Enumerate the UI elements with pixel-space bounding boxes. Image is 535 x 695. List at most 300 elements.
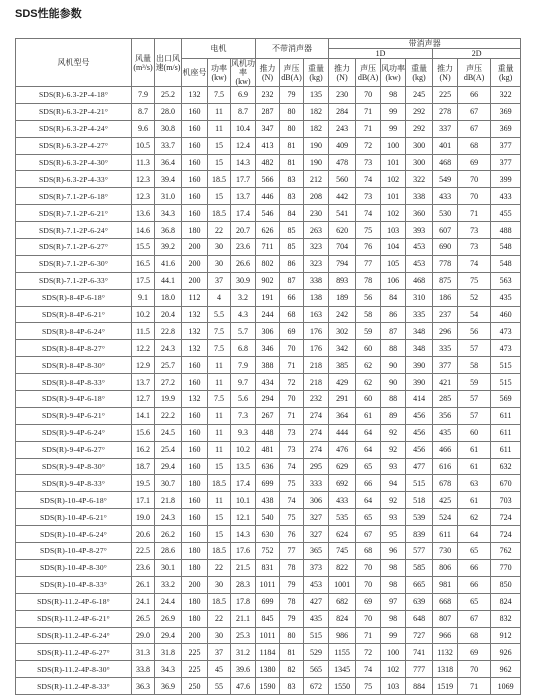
cell-model: SDS(R)-8-4P-8-27° [16,340,132,357]
cell-d1-weight: 639 [406,593,433,610]
cell-d1-thrust: 409 [329,137,356,154]
cell-fan-power: 14.3 [231,154,256,171]
cell-frame: 200 [182,272,208,289]
cell-d1-fan-power: 98 [381,559,406,576]
cell-noise: 73 [280,441,304,458]
cell-d1-fan-power: 93 [381,458,406,475]
cell-outlet-speed: 34.3 [155,205,182,222]
cell-weight: 274 [304,407,329,424]
cell-noise: 80 [280,627,304,644]
cell-d2-thrust: 278 [433,103,458,120]
cell-d2-weight: 433 [491,188,521,205]
cell-noise: 86 [280,255,304,272]
cell-d1-weight: 839 [406,526,433,543]
cell-outlet-speed: 21.8 [155,492,182,509]
cell-noise: 69 [280,323,304,340]
cell-d1-weight: 456 [406,441,433,458]
cell-model: SDS(R)-6.3-2P-4-18° [16,87,132,104]
cell-frame: 200 [182,576,208,593]
cell-noise: 83 [280,171,304,188]
cell-d1-noise: 64 [356,424,381,441]
cell-outlet-speed: 44.1 [155,272,182,289]
cell-d1-weight: 515 [406,475,433,492]
cell-outlet-speed: 19.9 [155,391,182,408]
cell-frame: 180 [182,543,208,560]
cell-weight: 515 [304,627,329,644]
cell-thrust: 546 [256,205,280,222]
table-row [16,103,521,120]
cell-weight: 323 [304,255,329,272]
cell-d2-noise: 64 [458,526,491,543]
cell-outlet-speed: 22.2 [155,407,182,424]
cell-power: 7.5 [208,323,231,340]
cell-d1-fan-power: 100 [381,644,406,661]
cell-weight: 529 [304,644,329,661]
cell-d2-noise: 59 [458,374,491,391]
cell-outlet-speed: 18.0 [155,289,182,306]
cell-d1-fan-power: 92 [381,492,406,509]
cell-thrust: 287 [256,103,280,120]
cell-d2-thrust: 237 [433,306,458,323]
cell-frame: 225 [182,644,208,661]
cell-frame: 160 [182,171,208,188]
cell-d2-thrust: 225 [433,87,458,104]
cell-power: 7.5 [208,391,231,408]
cell-outlet-speed: 39.4 [155,171,182,188]
cell-d1-noise: 75 [356,678,381,695]
cell-d2-noise: 58 [458,357,491,374]
cell-d2-weight: 611 [491,407,521,424]
table-row [16,340,521,357]
cell-d1-fan-power: 100 [381,137,406,154]
cell-d1-thrust: 1001 [329,576,356,593]
cell-power: 45 [208,661,231,678]
table-row [16,222,521,239]
cell-d2-weight: 724 [491,526,521,543]
cell-thrust: 711 [256,239,280,256]
cell-fan-power: 3.2 [231,289,256,306]
cell-d1-noise: 56 [356,289,381,306]
cell-d2-thrust: 466 [433,441,458,458]
cell-d1-noise: 71 [356,120,381,137]
cell-d1-weight: 292 [406,103,433,120]
cell-noise: 75 [280,509,304,526]
cell-weight: 176 [304,340,329,357]
cell-model: SDS(R)-10-4P-8-27° [16,543,132,560]
cell-d1-thrust: 1345 [329,661,356,678]
cell-airflow: 13.7 [132,374,155,391]
cell-d2-noise: 57 [458,391,491,408]
cell-d2-thrust: 668 [433,593,458,610]
cell-d2-thrust: 435 [433,424,458,441]
cell-weight: 163 [304,306,329,323]
cell-frame: 180 [182,222,208,239]
cell-airflow: 12.7 [132,391,155,408]
cell-d1-thrust: 704 [329,239,356,256]
cell-power: 30 [208,576,231,593]
cell-d1-thrust: 794 [329,255,356,272]
cell-d2-thrust: 337 [433,120,458,137]
cell-weight: 208 [304,188,329,205]
cell-model: SDS(R)-9-4P-8-30° [16,458,132,475]
cell-outlet-speed: 24.3 [155,340,182,357]
cell-d2-weight: 369 [491,120,521,137]
cell-d1-thrust: 822 [329,559,356,576]
cell-d1-fan-power: 99 [381,120,406,137]
cell-thrust: 699 [256,593,280,610]
cell-weight: 232 [304,391,329,408]
cell-d2-weight: 770 [491,559,521,576]
cell-d1-fan-power: 86 [381,306,406,323]
cell-fan-power: 17.4 [231,475,256,492]
header-airflow: 风量 (m³/s) [132,39,155,87]
cell-power: 7.5 [208,340,231,357]
cell-d1-weight: 453 [406,239,433,256]
cell-d1-thrust: 364 [329,407,356,424]
cell-d1-fan-power: 97 [381,593,406,610]
cell-d2-thrust: 524 [433,509,458,526]
cell-airflow: 14.1 [132,407,155,424]
table-row [16,391,521,408]
cell-power: 11 [208,492,231,509]
cell-d2-weight: 515 [491,357,521,374]
cell-outlet-speed: 31.8 [155,644,182,661]
cell-d2-thrust: 678 [433,475,458,492]
cell-noise: 80 [280,103,304,120]
cell-power: 22 [208,559,231,576]
cell-d1-fan-power: 98 [381,576,406,593]
cell-d1-noise: 67 [356,526,381,543]
cell-outlet-speed: 22.8 [155,323,182,340]
cell-outlet-speed: 36.9 [155,678,182,695]
cell-d2-thrust: 377 [433,357,458,374]
cell-airflow: 29.0 [132,627,155,644]
cell-d1-fan-power: 103 [381,222,406,239]
cell-weight: 135 [304,87,329,104]
cell-d2-thrust: 186 [433,289,458,306]
cell-frame: 132 [182,340,208,357]
cell-fan-power: 17.8 [231,593,256,610]
cell-weight: 138 [304,289,329,306]
cell-d1-fan-power: 94 [381,475,406,492]
cell-d1-noise: 64 [356,441,381,458]
cell-fan-power: 9.7 [231,374,256,391]
table-row [16,593,521,610]
table-row [16,239,521,256]
cell-d1-fan-power: 101 [381,154,406,171]
cell-d1-weight: 585 [406,559,433,576]
cell-d1-weight: 884 [406,678,433,695]
header-outlet-speed: 出口风速(m/s) [155,39,182,87]
cell-d1-thrust: 230 [329,87,356,104]
cell-frame: 200 [182,627,208,644]
cell-d2-thrust: 1519 [433,678,458,695]
cell-noise: 81 [280,154,304,171]
cell-d1-noise: 66 [356,475,381,492]
cell-d2-noise: 70 [458,171,491,188]
cell-noise: 78 [280,593,304,610]
cell-weight: 274 [304,424,329,441]
cell-d2-noise: 57 [458,340,491,357]
cell-model: SDS(R)-6.3-2P-4-30° [16,154,132,171]
cell-d2-weight: 473 [491,340,521,357]
cell-d1-noise: 76 [356,239,381,256]
header-d2-noise: 声压 dB(A) [458,59,491,87]
table-row [16,559,521,576]
cell-thrust: 346 [256,340,280,357]
cell-d1-fan-power: 101 [381,188,406,205]
header-d1-thrust: 推力 (N) [329,59,356,87]
cell-d1-thrust: 284 [329,103,356,120]
cell-thrust: 752 [256,543,280,560]
cell-d1-thrust: 478 [329,154,356,171]
cell-d1-weight: 245 [406,87,433,104]
cell-weight: 295 [304,458,329,475]
cell-outlet-speed: 30.1 [155,559,182,576]
cell-noise: 81 [280,644,304,661]
cell-d2-thrust: 806 [433,559,458,576]
cell-d2-thrust: 549 [433,171,458,188]
cell-frame: 160 [182,103,208,120]
cell-frame: 160 [182,526,208,543]
cell-d1-fan-power: 99 [381,103,406,120]
cell-noise: 87 [280,272,304,289]
cell-d1-weight: 348 [406,323,433,340]
cell-d2-noise: 67 [458,103,491,120]
header-group-motor: 电机 [182,39,256,59]
cell-fan-power: 17.4 [231,205,256,222]
cell-thrust: 636 [256,458,280,475]
cell-d2-noise: 68 [458,137,491,154]
cell-d2-noise: 70 [458,188,491,205]
cell-airflow: 23.6 [132,559,155,576]
cell-frame: 180 [182,610,208,627]
cell-d2-thrust: 421 [433,374,458,391]
cell-fan-power: 6.9 [231,87,256,104]
cell-thrust: 626 [256,222,280,239]
cell-weight: 672 [304,678,329,695]
cell-d1-fan-power: 98 [381,610,406,627]
cell-airflow: 11.3 [132,154,155,171]
cell-d1-noise: 70 [356,559,381,576]
cell-model: SDS(R)-6.3-2P-4-21° [16,103,132,120]
cell-d2-thrust: 296 [433,323,458,340]
cell-noise: 73 [280,424,304,441]
cell-weight: 453 [304,576,329,593]
cell-d2-weight: 632 [491,458,521,475]
cell-d2-weight: 377 [491,154,521,171]
cell-airflow: 16.5 [132,255,155,272]
cell-model: SDS(R)-10-4P-8-30° [16,559,132,576]
cell-fan-power: 8.7 [231,103,256,120]
cell-outlet-speed: 29.4 [155,627,182,644]
cell-outlet-speed: 25.4 [155,441,182,458]
cell-d1-thrust: 242 [329,306,356,323]
header-power: 功率 (kw) [208,59,231,87]
cell-fan-power: 4.3 [231,306,256,323]
cell-outlet-speed: 31.0 [155,188,182,205]
cell-weight: 327 [304,509,329,526]
cell-power: 15 [208,137,231,154]
cell-d2-weight: 377 [491,137,521,154]
table-row [16,678,521,695]
cell-noise: 74 [280,458,304,475]
cell-d2-weight: 455 [491,205,521,222]
cell-model: SDS(R)-11.2-4P-8-30° [16,661,132,678]
cell-power: 30 [208,255,231,272]
cell-d1-weight: 348 [406,340,433,357]
cell-airflow: 26.5 [132,610,155,627]
cell-fan-power: 12.4 [231,137,256,154]
cell-d2-thrust: 433 [433,188,458,205]
cell-d1-weight: 453 [406,255,433,272]
cell-fan-power: 5.6 [231,391,256,408]
performance-table [15,38,521,695]
table-row [16,424,521,441]
cell-power: 37 [208,272,231,289]
cell-weight: 176 [304,323,329,340]
cell-noise: 79 [280,610,304,627]
cell-outlet-speed: 24.4 [155,593,182,610]
cell-airflow: 12.3 [132,188,155,205]
table-row [16,323,521,340]
cell-thrust: 434 [256,374,280,391]
cell-outlet-speed: 30.8 [155,120,182,137]
cell-model: SDS(R)-8-4P-6-21° [16,306,132,323]
cell-d1-weight: 477 [406,458,433,475]
cell-d2-weight: 515 [491,374,521,391]
cell-model: SDS(R)-11.2-4P-8-33° [16,678,132,695]
cell-d2-thrust: 530 [433,205,458,222]
cell-d2-weight: 548 [491,239,521,256]
cell-outlet-speed: 26.2 [155,526,182,543]
cell-d1-fan-power: 88 [381,340,406,357]
table-row [16,492,521,509]
cell-d2-thrust: 1318 [433,661,458,678]
cell-fan-power: 21.5 [231,559,256,576]
cell-d2-weight: 399 [491,171,521,188]
header-thrust: 推力 (N) [256,59,280,87]
cell-d2-noise: 56 [458,323,491,340]
cell-model: SDS(R)-7.1-2P-6-24° [16,222,132,239]
cell-d1-noise: 65 [356,509,381,526]
cell-airflow: 15.5 [132,239,155,256]
cell-d1-weight: 360 [406,205,433,222]
cell-airflow: 33.8 [132,661,155,678]
cell-d2-weight: 460 [491,306,521,323]
cell-weight: 182 [304,103,329,120]
cell-weight: 263 [304,222,329,239]
cell-d1-fan-power: 90 [381,374,406,391]
cell-power: 11 [208,424,231,441]
cell-d2-noise: 75 [458,272,491,289]
table-row [16,475,521,492]
cell-frame: 160 [182,424,208,441]
cell-d1-thrust: 541 [329,205,356,222]
cell-d2-noise: 63 [458,475,491,492]
cell-d1-weight: 300 [406,137,433,154]
cell-airflow: 16.2 [132,441,155,458]
cell-frame: 160 [182,509,208,526]
cell-weight: 365 [304,543,329,560]
cell-d1-noise: 60 [356,340,381,357]
cell-frame: 160 [182,407,208,424]
cell-d1-weight: 648 [406,610,433,627]
cell-d1-thrust: 291 [329,391,356,408]
cell-d2-weight: 1069 [491,678,521,695]
cell-model: SDS(R)-7.1-2P-6-18° [16,188,132,205]
cell-fan-power: 6.8 [231,340,256,357]
cell-airflow: 9.1 [132,289,155,306]
cell-frame: 160 [182,441,208,458]
cell-d1-thrust: 476 [329,441,356,458]
cell-frame: 200 [182,255,208,272]
cell-power: 7.5 [208,87,231,104]
cell-d1-fan-power: 105 [381,255,406,272]
cell-d2-noise: 57 [458,407,491,424]
cell-frame: 112 [182,289,208,306]
cell-d1-noise: 59 [356,323,381,340]
cell-noise: 83 [280,678,304,695]
cell-d2-noise: 70 [458,661,491,678]
cell-thrust: 802 [256,255,280,272]
cell-d2-thrust: 730 [433,543,458,560]
cell-d1-fan-power: 88 [381,391,406,408]
cell-d2-noise: 73 [458,239,491,256]
cell-d2-weight: 548 [491,255,521,272]
cell-outlet-speed: 29.4 [155,458,182,475]
cell-weight: 190 [304,137,329,154]
cell-noise: 76 [280,526,304,543]
cell-d1-thrust: 620 [329,222,356,239]
cell-airflow: 15.6 [132,424,155,441]
cell-d1-weight: 393 [406,222,433,239]
cell-fan-power: 13.5 [231,458,256,475]
cell-d2-weight: 926 [491,644,521,661]
cell-power: 55 [208,678,231,695]
cell-d1-thrust: 243 [329,120,356,137]
cell-airflow: 10.5 [132,137,155,154]
cell-outlet-speed: 39.2 [155,239,182,256]
cell-model: SDS(R)-8-4P-8-33° [16,374,132,391]
cell-d1-weight: 335 [406,306,433,323]
cell-d2-noise: 73 [458,222,491,239]
cell-noise: 74 [280,492,304,509]
cell-d1-noise: 72 [356,644,381,661]
cell-fan-power: 39.6 [231,661,256,678]
cell-frame: 160 [182,154,208,171]
cell-d1-fan-power: 98 [381,87,406,104]
cell-model: SDS(R)-9-4P-8-33° [16,475,132,492]
table-row [16,137,521,154]
cell-d1-weight: 577 [406,543,433,560]
cell-weight: 218 [304,357,329,374]
cell-d1-fan-power: 92 [381,424,406,441]
cell-thrust: 413 [256,137,280,154]
cell-thrust: 1011 [256,627,280,644]
cell-d1-noise: 69 [356,593,381,610]
cell-d1-noise: 65 [356,458,381,475]
cell-model: SDS(R)-9-4P-6-21° [16,407,132,424]
cell-noise: 82 [280,661,304,678]
cell-power: 15 [208,526,231,543]
cell-d1-fan-power: 99 [381,627,406,644]
cell-d1-weight: 338 [406,188,433,205]
cell-d1-weight: 292 [406,120,433,137]
table-row [16,407,521,424]
cell-airflow: 12.3 [132,171,155,188]
cell-d1-fan-power: 89 [381,407,406,424]
